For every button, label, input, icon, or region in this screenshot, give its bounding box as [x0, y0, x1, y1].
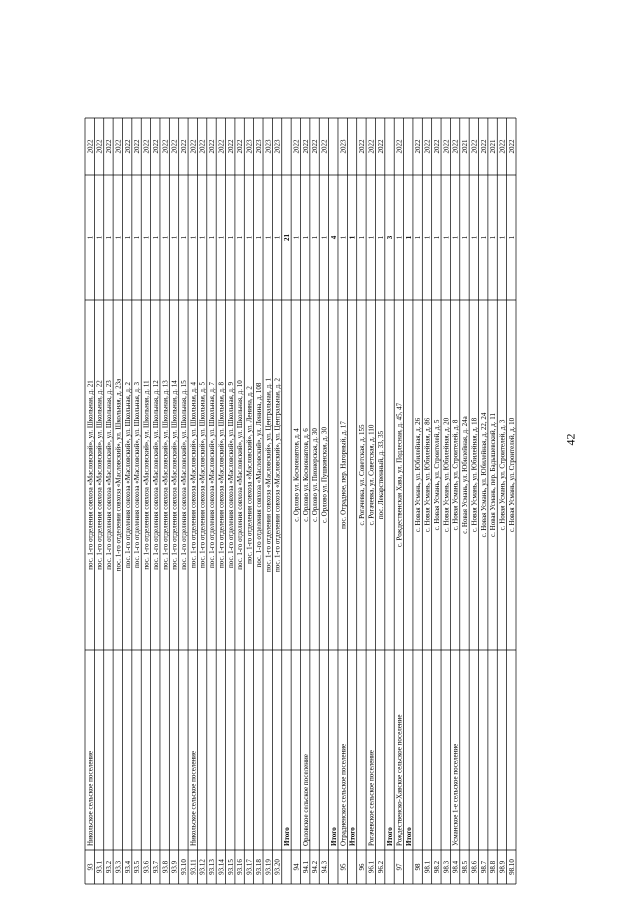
cell-code: 98.9	[498, 860, 507, 874]
cell-code: 98	[414, 863, 423, 871]
cell-count: 1	[432, 235, 441, 240]
cell-address: с. Новая Усмань, ул. Строителей, д. 5	[432, 419, 441, 531]
cell-year: 2023	[245, 139, 254, 154]
cell-count: 1	[114, 235, 123, 240]
cell-address: с. Рождественская Хава, ул. Подлесная, д. 45, 47	[395, 402, 404, 548]
cell-code: 98.3	[442, 860, 451, 874]
cell-code: 93.8	[161, 860, 170, 874]
cell-code: 98.6	[470, 860, 479, 874]
cell-year: 2022	[123, 139, 132, 154]
cell-address: пос. 1-го отделения совхоза «Масловский», ул. Школьная, д. 11	[142, 380, 151, 570]
cell-count: 1	[292, 235, 301, 240]
cell-code: 94.2	[311, 860, 320, 874]
cell-count: 1	[320, 235, 329, 240]
cell-year: 2022	[292, 139, 301, 154]
cell-year: 2022	[432, 139, 441, 154]
cell-address: пос. 1-го отделения совхоза «Масловский», ул. Школьная, д. 10	[236, 380, 245, 570]
total-count: 21	[283, 234, 292, 241]
cell-address: пос. 1-го отделения совхоза «Масловский», ул. Школьная, д. 4	[189, 382, 198, 568]
cell-count: 1	[498, 235, 507, 240]
cell-year: 2022	[198, 139, 207, 154]
cell-address: пос. 1-го отделения совхоза «Масловский», ул. Школьная, д. 5	[198, 382, 207, 568]
cell-count: 1	[264, 235, 273, 240]
total-label: Итого	[348, 827, 357, 846]
cell-year: 2022	[133, 139, 142, 154]
cell-count: 1	[479, 235, 488, 240]
cell-address: с. Новая Усмань, пер. Бадышевский, д. 11	[489, 413, 498, 537]
cell-address: с. Орлово ул. Космонавтов, д. 4	[292, 428, 301, 522]
cell-year: 2022	[479, 139, 488, 154]
cell-code: 98.4	[451, 860, 460, 874]
cell-year: 2023	[264, 139, 273, 154]
cell-code: 98.7	[479, 860, 488, 874]
cell-year: 2022	[367, 139, 376, 154]
cell-address: пос. 1-го отделения совхоза «Масловский», ул. Школьная, д. 2	[123, 382, 132, 568]
total-count: 4	[329, 235, 338, 240]
cell-year: 2022	[470, 139, 479, 154]
cell-code: 93.7	[151, 860, 160, 874]
cell-address: пос. 1-го отделения совхоза «Масловский», ул. Центральная, д. 2	[273, 377, 282, 573]
cell-code: 93.6	[142, 860, 151, 874]
cell-count: 1	[489, 235, 498, 240]
cell-year: 2022	[86, 139, 95, 154]
cell-settlement: Рождественско-Хавское сельское поселение	[395, 714, 404, 846]
cell-year: 2022	[179, 139, 188, 154]
cell-count: 1	[245, 235, 254, 240]
cell-address: пос. Лекарственный, д. 33, 35	[376, 430, 385, 520]
cell-count: 1	[170, 235, 179, 240]
cell-year: 2022	[414, 139, 423, 154]
cell-count: 1	[133, 235, 142, 240]
cell-code: 94.3	[320, 860, 329, 874]
cell-address: пос. 1-го отделения совхоза «Масловский», ул. Школьная, д. 23	[105, 380, 114, 570]
cell-code: 93.19	[264, 859, 273, 875]
cell-address: пос. 1-го отделения совхоза «Масловский», ул. Школьная, д. 3	[133, 382, 142, 568]
cell-code: 93.4	[123, 860, 132, 874]
cell-count: 1	[451, 235, 460, 240]
cell-year: 2021	[461, 139, 470, 154]
total-label: Итого	[404, 827, 413, 846]
cell-count: 1	[208, 235, 217, 240]
cell-year: 2023	[254, 139, 263, 154]
cell-code: 93.17	[245, 859, 254, 875]
total-label: Итого	[329, 827, 338, 846]
cell-address: пос. 1-го отделения совхоза «Масловский», ул. Школьная, д. 13	[161, 380, 170, 570]
cell-year: 2022	[376, 139, 385, 154]
cell-count: 1	[414, 235, 423, 240]
total-count: 1	[404, 235, 413, 240]
cell-code: 93	[86, 863, 95, 871]
cell-address: с. Орлово ул. Космонавтов, д. 6	[301, 428, 310, 522]
cell-address: пос. 1-го отделения совхоза «Масловский», ул. Школьная, д. 12	[151, 380, 160, 570]
cell-code: 93.2	[105, 860, 114, 874]
cell-code: 93.12	[198, 859, 207, 875]
cell-count: 1	[273, 235, 282, 240]
cell-count: 1	[442, 235, 451, 240]
total-count: 1	[348, 235, 357, 240]
cell-count: 1	[301, 235, 310, 240]
cell-code: 97	[395, 863, 404, 871]
cell-address: с. Новая Усмань, ул. Юбилейная, д. 86	[423, 417, 432, 533]
cell-address: с. Новая Усмань, ул. Строителей, д. 10	[507, 417, 516, 533]
cell-year: 2022	[226, 139, 235, 154]
cell-code: 93.16	[236, 859, 245, 875]
cell-year: 2022	[236, 139, 245, 154]
cell-count: 1	[95, 235, 104, 240]
cell-year: 2022	[423, 139, 432, 154]
cell-count: 1	[226, 235, 235, 240]
cell-code: 95	[339, 863, 348, 871]
cell-count: 1	[236, 235, 245, 240]
cell-count: 1	[358, 235, 367, 240]
cell-code: 93.3	[114, 860, 123, 874]
cell-code: 93.5	[133, 860, 142, 874]
cell-settlement: Никольское сельское поселение	[86, 750, 95, 846]
cell-settlement: Отрадненское сельское поселение	[339, 743, 348, 846]
cell-address: пос. 1-го отделения совхоза «Масловский», ул. Школьная, д. 23а	[114, 378, 123, 572]
cell-year: 2022	[320, 139, 329, 154]
cell-code: 98.10	[507, 859, 516, 875]
cell-year: 2022	[498, 139, 507, 154]
cell-year: 2022	[395, 139, 404, 154]
cell-address: пос. 1-го отделения совхоза «Масловский», ул. Ленина, д. 108	[254, 382, 263, 568]
cell-year: 2022	[161, 139, 170, 154]
total-label: Итого	[283, 827, 292, 846]
cell-year: 2023	[273, 139, 282, 154]
cell-code: 98.5	[461, 860, 470, 874]
cell-year: 2022	[170, 139, 179, 154]
cell-code: 93.13	[208, 859, 217, 875]
cell-address: пос. Отрадное, пер. Нагорный, д. 17	[339, 421, 348, 529]
cell-code: 93.15	[226, 859, 235, 875]
cell-address: с. Рогачевка, ул. Советская, д. 110	[367, 424, 376, 526]
cell-address: с. Новая Усмань, ул. Юбилейная, д. 26	[414, 417, 423, 533]
cell-year: 2022	[105, 139, 114, 154]
cell-count: 1	[507, 235, 516, 240]
cell-count: 1	[123, 235, 132, 240]
cell-count: 1	[470, 235, 479, 240]
cell-address: с. Орлово ул. Пушкинская, д. 30	[320, 427, 329, 523]
cell-count: 1	[86, 235, 95, 240]
cell-year: 2022	[451, 139, 460, 154]
cell-address: с. Новая Усмань, ул. Юбилейная, д. 20	[442, 417, 451, 533]
cell-count: 1	[189, 235, 198, 240]
cell-settlement: Никольское сельское поселение	[189, 750, 198, 846]
cell-address: пос. 1-го отделения совхоза «Масловский», ул. Школьная, д. 21	[86, 380, 95, 570]
cell-code: 93.18	[254, 859, 263, 875]
cell-count: 1	[311, 235, 320, 240]
cell-address: пос. 1-го отделения совхоза «Масловский», ул. Школьная, д. 8	[217, 382, 226, 568]
cell-address: с. Новая Усмань, ул. Юбилейная, д. 24а	[461, 416, 470, 534]
cell-settlement: Усманское 1-е сельское поселение	[451, 743, 460, 846]
cell-address: пос. 1-го отделения совхоза «Масловский», ул. Школьная, д. 22	[95, 380, 104, 570]
cell-year: 2022	[189, 139, 198, 154]
cell-address: с. Рогачевка, ул. Советская, д. 155	[358, 424, 367, 526]
cell-code: 93.11	[189, 859, 198, 875]
cell-count: 1	[161, 235, 170, 240]
cell-code: 94	[292, 863, 301, 871]
cell-year: 2022	[311, 139, 320, 154]
cell-count: 1	[105, 235, 114, 240]
cell-code: 94.1	[301, 860, 310, 874]
cell-code: 96.2	[376, 860, 385, 874]
cell-address: с. Новая Усмань, ул. Юбилейная, д. 22, 24	[479, 412, 488, 538]
cell-code: 93.14	[217, 859, 226, 875]
cell-address: пос. 1-го отделения совхоза «Масловский», ул. Школьная, д. 14	[170, 380, 179, 570]
cell-year: 2022	[217, 139, 226, 154]
cell-code: 96.1	[367, 860, 376, 874]
cell-settlement: Рогачевское сельское поселение	[367, 750, 376, 846]
cell-code: 93.1	[95, 860, 104, 874]
cell-count: 1	[198, 235, 207, 240]
cell-address: пос. 1-го отделения совхоза «Масловский», ул. Школьная, д. 15	[179, 380, 188, 570]
cell-address: с. Орлово ул. Пионерская, д. 30	[311, 428, 320, 522]
cell-code: 98.2	[432, 860, 441, 874]
cell-year: 2023	[339, 139, 348, 154]
cell-year: 2022	[142, 139, 151, 154]
page-number: 42	[563, 433, 578, 446]
cell-address: пос. 1-го отделения совхоза «Масловский», ул. Центральная, д. 1	[264, 377, 273, 573]
cell-year: 2022	[95, 139, 104, 154]
cell-year: 2022	[208, 139, 217, 154]
cell-year: 2022	[301, 139, 310, 154]
cell-count: 1	[142, 235, 151, 240]
total-label: Итого	[386, 827, 395, 846]
cell-count: 1	[254, 235, 263, 240]
cell-address: пос. 1-го отделения совхоза «Масловский», ул. Школьная, д. 7	[208, 382, 217, 568]
cell-address: пос. 1-го отделения совхоза «Масловский», ул. Школьная, д. 9	[226, 382, 235, 568]
total-count: 3	[386, 235, 395, 240]
cell-code: 93.10	[179, 859, 188, 875]
cell-code: 96	[358, 863, 367, 871]
cell-code: 98.1	[423, 860, 432, 874]
cell-code: 98.8	[489, 860, 498, 874]
cell-address: с. Новая Усмань, ул. Юбилейная, д. 18	[470, 417, 479, 533]
cell-code: 93.9	[170, 860, 179, 874]
cell-count: 1	[367, 235, 376, 240]
cell-address: пос. 1-го отделения совхоза «Масловский», ул. Ленина, д. 2	[245, 386, 254, 564]
cell-count: 1	[151, 235, 160, 240]
cell-settlement: Орловское сельское поселение	[301, 754, 310, 846]
cell-year: 2022	[358, 139, 367, 154]
cell-year: 2022	[151, 139, 160, 154]
cell-count: 1	[461, 235, 470, 240]
cell-count: 1	[423, 235, 432, 240]
cell-count: 1	[376, 235, 385, 240]
cell-year: 2021	[489, 139, 498, 154]
cell-count: 1	[339, 235, 348, 240]
cell-address: с. Новая Усмань, ул. Строителей, д. 3	[498, 419, 507, 531]
cell-code: 93.20	[273, 859, 282, 875]
cell-count: 1	[179, 235, 188, 240]
cell-count: 1	[395, 235, 404, 240]
cell-address: с. Новая Усмань, ул. Строителей, д. 8	[451, 419, 460, 531]
cell-year: 2022	[442, 139, 451, 154]
cell-year: 2022	[114, 139, 123, 154]
cell-count: 1	[217, 235, 226, 240]
cell-year: 2022	[507, 139, 516, 154]
